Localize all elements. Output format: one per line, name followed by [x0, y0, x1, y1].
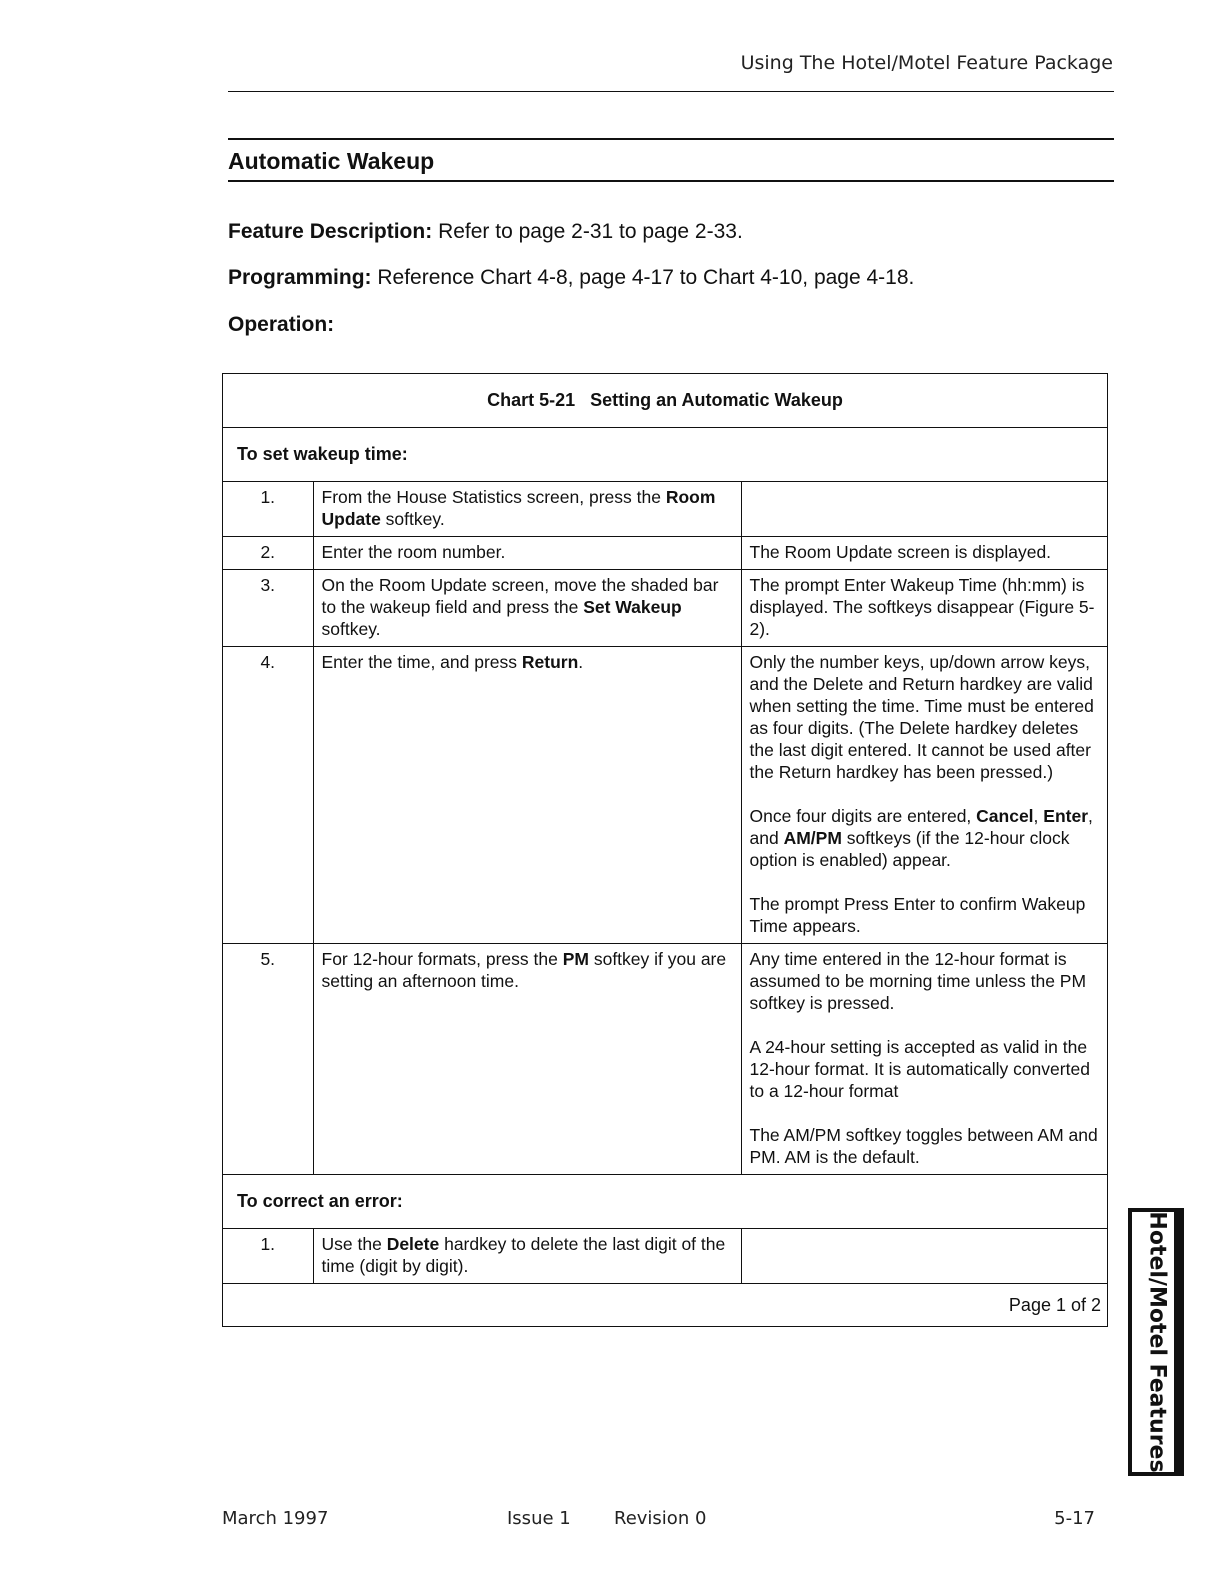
- side-tab-label: Hotel/Motel Features: [1144, 1211, 1170, 1473]
- feature-description-text: Refer to page 2-31 to page 2-33.: [438, 220, 743, 243]
- step-result: [741, 570, 1107, 647]
- section-title: Automatic Wakeup: [228, 148, 435, 174]
- section-bottom-rule: [228, 180, 1114, 182]
- programming-label: Programming:: [228, 266, 372, 289]
- step-number: 3.: [223, 570, 313, 647]
- result-paragraph: The prompt Press Enter to confirm Wakeup Time appears.: [749, 894, 1086, 936]
- set-step-row: [223, 570, 1107, 647]
- set-wakeup-heading: To set wakeup time:: [223, 428, 1107, 482]
- step-result: [741, 482, 1107, 537]
- section-side-tab: [1128, 1208, 1184, 1476]
- step-number: 1.: [223, 482, 313, 537]
- step-result: [741, 537, 1107, 570]
- operation-line: [228, 313, 334, 337]
- step-number: 5.: [223, 944, 313, 1175]
- wakeup-chart: [222, 373, 1108, 1327]
- set-step-row: [223, 537, 1107, 570]
- result-paragraph: Only the number keys, up/down arrow keys, and the Delete and Return hardkey are valid when setting the time. Time must be entered as four digits. (The Delete hardkey deletes the last digit entered. It cannot be used after the Return hardkey has been pressed.): [749, 652, 1094, 782]
- feature-description-line: [228, 220, 743, 244]
- section-top-rule: [228, 138, 1114, 140]
- step-action: For 12-hour formats, press the PM softkey if you are setting an afternoon time.: [313, 944, 741, 1175]
- result-paragraph: A 24-hour setting is accepted as valid in the 12-hour format. It is automatically converted to a 12-hour format: [749, 1037, 1090, 1101]
- step-action: Enter the room number.: [313, 537, 741, 570]
- programming-text: Reference Chart 4-8, page 4-17 to Chart 4-10, page 4-18.: [377, 266, 915, 289]
- step-action: From the House Statistics screen, press the Room Update softkey.: [313, 482, 741, 537]
- result-paragraph: The Room Update screen is displayed.: [749, 542, 1052, 562]
- programming-line: [228, 266, 914, 290]
- step-result: [741, 944, 1107, 1175]
- operation-label: Operation:: [228, 313, 335, 336]
- step-number: 1.: [223, 1229, 313, 1284]
- result-paragraph: Any time entered in the 12-hour format is assumed to be morning time unless the PM softkey is pressed.: [749, 949, 1087, 1013]
- step-action: Use the Delete hardkey to delete the last digit of the time (digit by digit).: [313, 1229, 741, 1284]
- step-number: 2.: [223, 537, 313, 570]
- footer-revision: Revision 0: [614, 1508, 707, 1529]
- result-paragraph: The AM/PM softkey toggles between AM and PM. AM is the default.: [749, 1125, 1098, 1167]
- step-result: [741, 1229, 1107, 1284]
- correct-error-steps-table: [223, 1229, 1107, 1284]
- set-step-row: [223, 944, 1107, 1175]
- set-wakeup-steps-table: [223, 482, 1107, 1175]
- result-paragraph: The prompt Enter Wakeup Time (hh:mm) is displayed. The softkeys disappear (Figure 5-2).: [749, 575, 1095, 639]
- page-indicator: Page 1 of 2: [1008, 1294, 1101, 1315]
- chart-title: Chart 5-21 Setting an Automatic Wakeup: [223, 374, 1107, 428]
- step-action: Enter the time, and press Return.: [313, 647, 741, 944]
- step-number: 4.: [223, 647, 313, 944]
- footer-date: March 1997: [222, 1508, 329, 1529]
- step-result: [741, 647, 1107, 944]
- running-header: Using The Hotel/Motel Feature Package: [740, 52, 1113, 74]
- correct-step-row: [223, 1229, 1107, 1284]
- set-step-row: [223, 647, 1107, 944]
- result-paragraph: Once four digits are entered, Cancel, Enter, and AM/PM softkeys (if the 12-hour clock option is enabled) appear.: [749, 806, 1093, 870]
- step-action: On the Room Update screen, move the shaded bar to the wakeup field and press the Set Wakeup softkey.: [313, 570, 741, 647]
- header-rule: [228, 91, 1114, 92]
- feature-description-label: Feature Description:: [228, 220, 433, 243]
- footer-page-number: 5-17: [1054, 1508, 1095, 1529]
- correct-error-heading: To correct an error:: [223, 1175, 1107, 1229]
- footer-issue: Issue 1: [507, 1508, 571, 1529]
- set-step-row: [223, 482, 1107, 537]
